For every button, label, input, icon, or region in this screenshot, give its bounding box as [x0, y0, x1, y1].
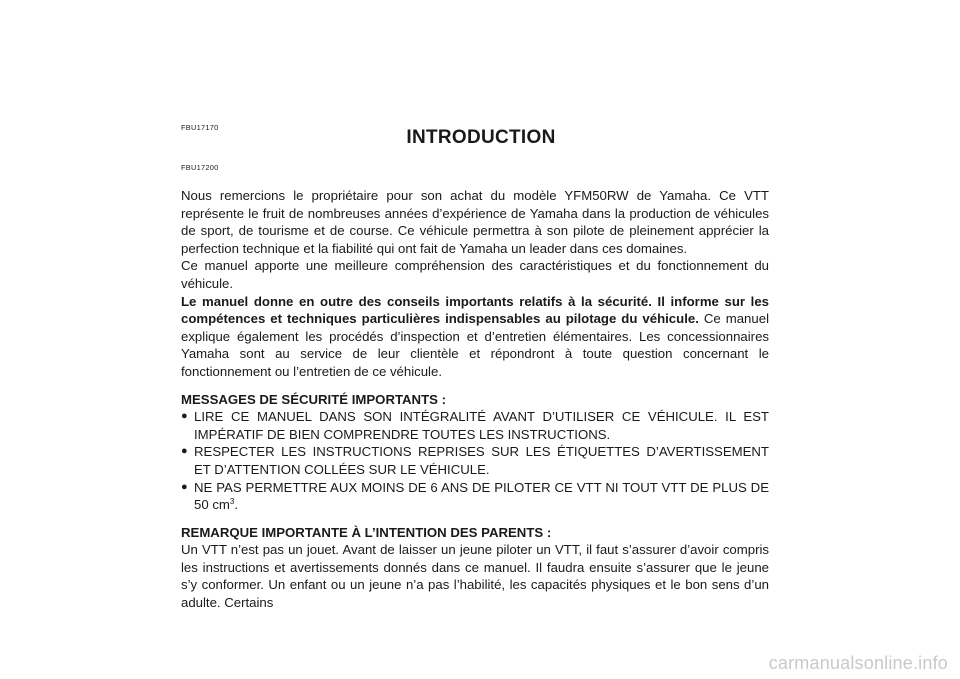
superscript-3: 3 — [229, 497, 235, 507]
safety-item-3-text: NE PAS PERMETTRE AUX MOINS DE 6 ANS DE PILOTER CE VTT NI TOUT VTT DE PLUS DE 50 cm — [194, 479, 769, 513]
safety-item — [181, 443, 769, 478]
safety-item-text: RESPECTER LES INSTRUCTIONS REPRISES SUR LES ÉTIQUETTES D’AVERTISSEMENT ET D’ATTENTION COLLÉES SUR LE VÉHICULE. — [194, 444, 769, 477]
spacer — [181, 381, 769, 391]
document-code-top: FBU17170 — [181, 123, 219, 132]
watermark: carmanualsonline.info — [768, 653, 948, 673]
intro-paragraph-3 — [181, 293, 769, 381]
safety-item — [181, 408, 769, 443]
document-code-intro: FBU17200 — [181, 163, 219, 172]
bullet-icon: ● — [181, 445, 188, 458]
safety-heading: MESSAGES DE SÉCURITÉ IMPORTANTS : — [181, 391, 446, 407]
intro-paragraph-1: Nous remercions le propriétaire pour son achat du modèle YFM50RW de Yamaha. Ce VTT représente le fruit de nombreuses années d’expérience de Yamaha dans la production de véhicules de sport, de tourisme et de course. Ce véhicule permettra à son pilote de pleinement apprécier la perfection technique et la fiabilité qui ont fait de Yamaha un leader dans ces domaines. — [181, 188, 769, 256]
body-text — [181, 187, 769, 612]
parents-heading: REMARQUE IMPORTANTE À L’INTENTION DES PARENTS : — [181, 524, 552, 540]
parents-paragraph: Un VTT n’est pas un jouet. Avant de laisser un jeune piloter un VTT, il faut s’assurer d’avoir compris les instructions et avertissements donnés dans ce manuel. Il faudra ensuite s’assurer que le jeune s’y conformer. Un enfant ou un jeune n’a pas l’habilité, les capacités physiques et le bon sens d’un adulte. Certains — [181, 542, 769, 611]
safety-item-text: LIRE CE MANUEL DANS SON INTÉGRALITÉ AVANT D’UTILISER CE VÉHICULE. IL EST IMPÉRATIF DE BIEN COMPRENDRE TOUTES LES INSTRUCTIONS. — [194, 409, 769, 442]
bullet-icon: ● — [181, 480, 188, 493]
bullet-icon: ● — [181, 410, 188, 423]
safety-item-text — [194, 479, 769, 514]
intro-paragraph-3-rest: Ce manuel explique également les procédés d’inspection et d’entretien élémentaires. Les concessionnaires Yamaha sont au service de leur clientèle et répondront à toute question concernant le fonctionnement ou l’entretien de ce véhicule. — [181, 311, 769, 379]
spacer — [181, 514, 769, 524]
safety-item — [181, 479, 769, 514]
page-title: INTRODUCTION — [406, 127, 556, 148]
intro-bold-text: Le manuel donne en outre des conseils importants relatifs à la sécurité. Il informe sur les compétences et techniques particulières indispensables au pilotage du véhicule. — [181, 293, 769, 327]
safety-item-3-end: . — [234, 497, 239, 513]
intro-paragraph-2: Ce manuel apporte une meilleure compréhension des caractéristiques et du fonctionnement du véhicule. — [181, 258, 769, 291]
